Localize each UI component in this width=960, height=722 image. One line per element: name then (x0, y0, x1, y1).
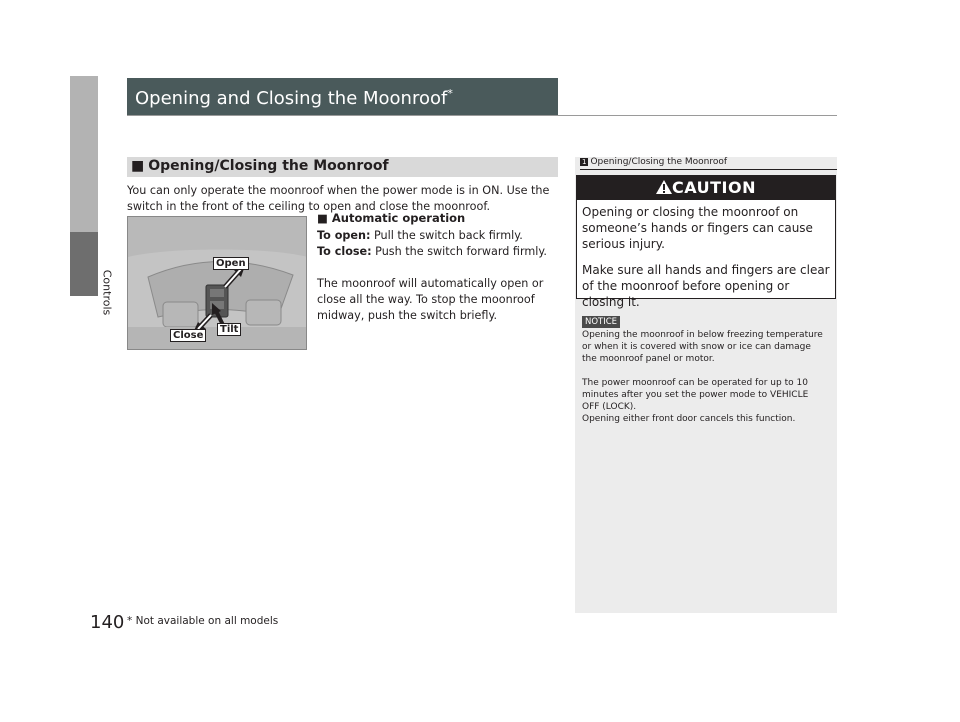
side-tab-active (70, 232, 98, 296)
auto-note: The moonroof will automatically open or close all the way. To stop the moonroof midway, push the switch briefly. (317, 277, 544, 322)
subheading-automatic: ■ Automatic operation (317, 211, 466, 225)
title-rule (127, 115, 837, 116)
notice-text (582, 329, 827, 425)
side-tab-label-wrap (100, 262, 120, 332)
ref-title: Opening/Closing the Moonroof (590, 157, 728, 167)
side-tab (70, 76, 98, 232)
caution-text-1: Opening or closing the moonroof on someone’s hands or fingers can cause serious injury. (582, 205, 813, 251)
page-title: Opening and Closing the Moonroof* (135, 87, 453, 109)
page-number: 140 (90, 612, 125, 633)
label-close: Close (170, 329, 206, 342)
notice-body: Opening the moonroof in below freezing temperature or when it is covered with snow or ice can damage the moonroof panel or motor. (582, 330, 823, 364)
notice-badge: NOTICE (582, 316, 620, 328)
section-heading-text: Opening/Closing the Moonroof (148, 158, 389, 174)
close-instruction: To close: Push the switch forward firmly. (317, 245, 547, 258)
sidebar-ref-heading (580, 157, 727, 167)
caution-label: CAUTION (672, 178, 756, 197)
intro-text: You can only operate the moonroof when the power mode is in ON. Use the switch in the front of the ceiling to open and close the moonroof. (127, 184, 550, 213)
label-open: Open (213, 257, 249, 270)
section-marker: ■ (131, 158, 145, 174)
page-title-bar (127, 78, 558, 116)
note-1: The power moonroof can be operated for up to 10 minutes after you set the power mode to VEHICLE OFF (LOCK). (582, 378, 809, 412)
caution-text-2: Make sure all hands and fingers are clear of the moonroof before opening or closing it. (582, 263, 830, 309)
note-2: Opening either front door cancels this function. (582, 414, 796, 424)
moonroof-switch-illustration (127, 216, 307, 350)
footnote: * Not available on all models (127, 615, 279, 627)
open-instruction: To open: Pull the switch back firmly. (317, 229, 523, 242)
operation-text (317, 228, 562, 324)
section-heading (127, 157, 558, 177)
warning-icon (656, 180, 672, 194)
ref-marker: 1 (582, 158, 587, 166)
caution-band (577, 176, 835, 200)
caution-text (582, 204, 832, 310)
side-tab-label: Controls (100, 269, 114, 316)
ref-rule (580, 169, 837, 170)
label-tilt: Tilt (217, 323, 241, 336)
